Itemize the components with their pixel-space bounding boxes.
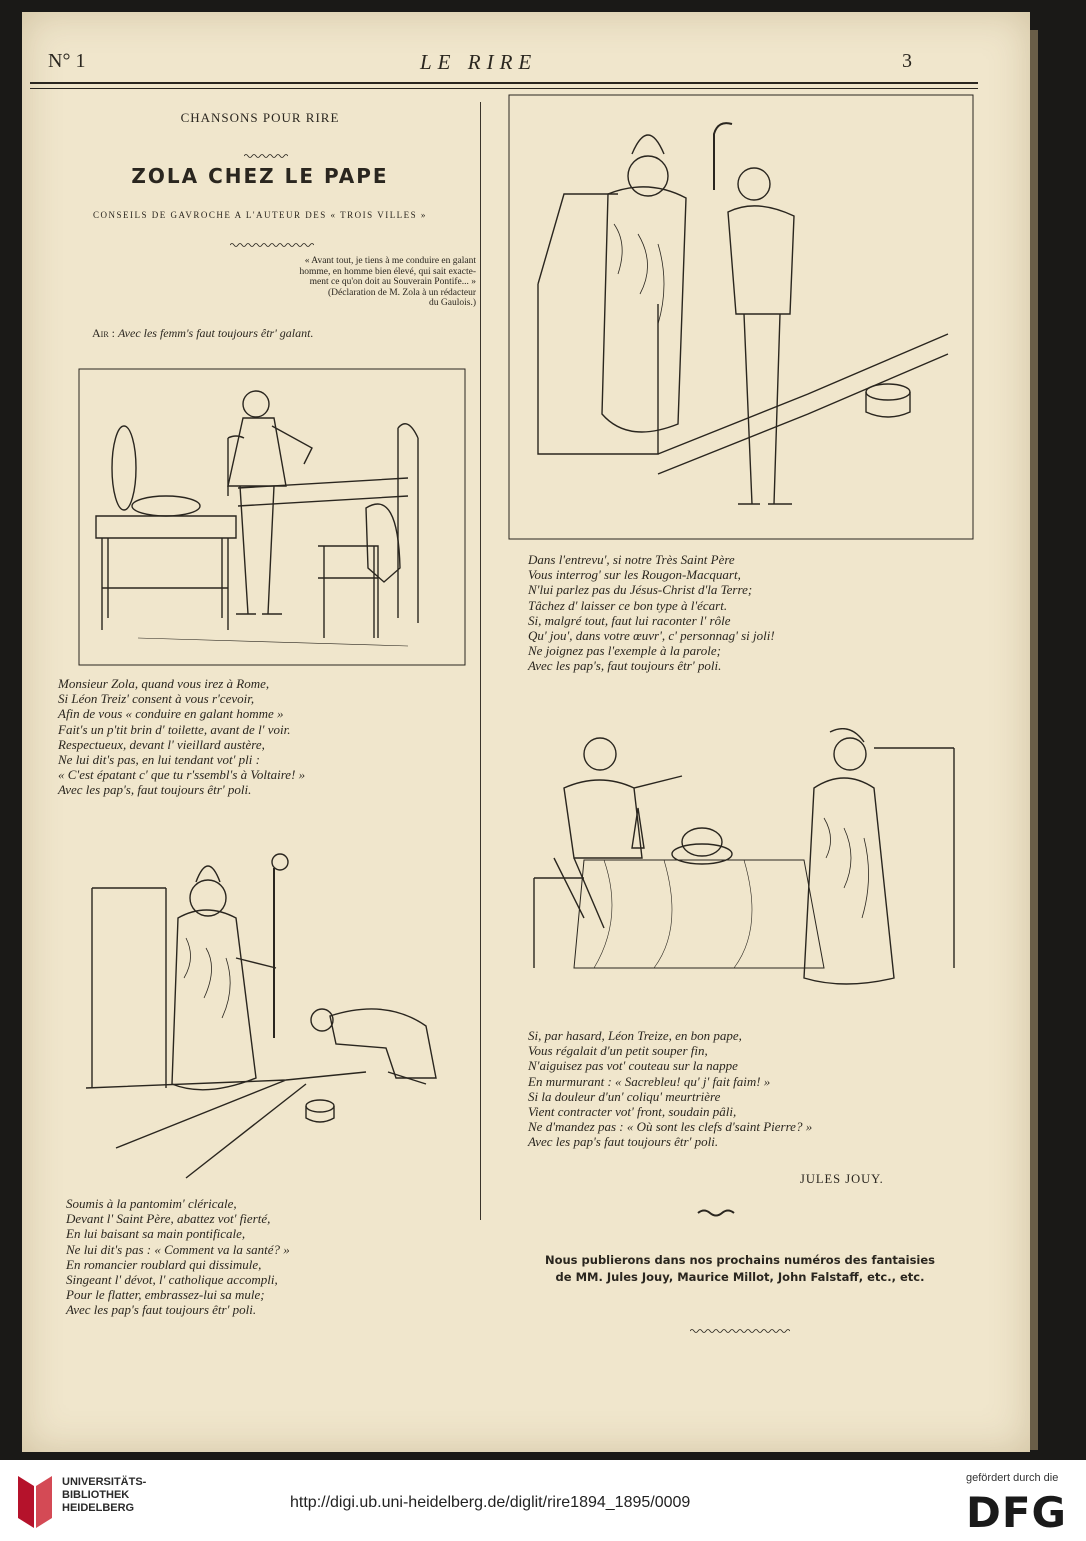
column-divider <box>480 102 481 1220</box>
dfg-logo: DFG <box>966 1488 1068 1537</box>
illustration-supper <box>514 728 974 996</box>
author-signature: JULES JOUY. <box>800 1172 884 1186</box>
epigraph: « Avant tout, je tiens à me conduire en galant homme, en homme bien élevé, qui sait exacte- ment ce qu'on doit au Souverain Pontife... » (Déclaration de M. Zola à un rédacteur du Gaulois.) <box>299 256 476 308</box>
end-ornament <box>696 1208 736 1218</box>
university-library-name: UNIVERSITÄTS- BIBLIOTHEK HEIDELBERG <box>62 1476 147 1514</box>
journal-title: LE RIRE <box>420 50 538 74</box>
wave-ornament <box>230 242 314 248</box>
source-url-link[interactable]: http://digi.ub.uni-heidelberg.de/diglit/rire1894_1895/0009 <box>290 1494 691 1511</box>
song-category: CHANSONS POUR RIRE <box>180 110 340 125</box>
funding-note: gefördert durch die <box>966 1472 1059 1484</box>
air-line <box>92 326 313 341</box>
song-title: ZOLA CHEZ LE PAPE <box>131 164 389 188</box>
illustration-dressing <box>78 368 466 666</box>
issue-number: N° 1 <box>48 50 86 72</box>
air-label: Air : <box>92 326 115 340</box>
stanza-2: Soumis à la pantomim' cléricale, Devant l' Saint Père, abattez vot' fierté, En lui baisant sa main pontificale, Ne lui dit's pas : « Comment va la santé? » En romancier roublard qui dissimule, Singeant l' dévot, l' catholique accompli, Pour le flatter, embrassez-lui sa mule; Avec les pap's faut toujours êtr' poli. <box>66 1196 290 1318</box>
header-rule <box>30 82 978 84</box>
song-subtitle: CONSEILS DE GAVROCHE A L'AUTEUR DES « TROIS VILLES » <box>93 210 427 220</box>
notice-text: Nous publierons dans nos prochains numéros des fantaisies de MM. Jules Jouy, Maurice Millot, John Falstaff, etc., etc. <box>544 1253 936 1284</box>
page-number: 3 <box>902 50 912 72</box>
stanza-4: Si, par hasard, Léon Treize, en bon pape, Vous régalait d'un petit souper fin, N'aiguisez pas vot' couteau sur la nappe En murmurant : « Sacrebleu! qu' j' fait faim! » Si la douleur d'un' coliqu' meurtrière Vient contracter vot' front, soudain pâli, Ne d'mandez pas : « Où sont les clefs d'saint Pierre? » Avec les pap's faut toujours êtr' poli. <box>528 1028 813 1150</box>
illustration-kneeling <box>86 848 474 1188</box>
book-edge <box>1030 30 1038 1450</box>
stanza-3: Dans l'entrevu', si notre Très Saint Père Vous interrog' sur les Rougon-Macquart, N'lui parlez pas du Jésus-Christ d'la Terre; Tâchez d' laisser ce bon type à l'écart. Si, malgré tout, faut lui raconter l' rôle Qu' jou', dans votre œuvr', c' personnag' si joli! Ne joignez pas l'exemple à la parole; Avec les pap's, faut toujours êtr' poli. <box>528 552 775 674</box>
illustration-crozier <box>508 94 974 540</box>
university-library-logo-icon <box>14 1474 54 1530</box>
header-rule-thin <box>30 88 978 89</box>
air-text: Avec les femm's faut toujours êtr' galant. <box>118 326 314 340</box>
wave-ornament <box>244 153 288 159</box>
wave-ornament <box>690 1328 790 1334</box>
stanza-1: Monsieur Zola, quand vous irez à Rome, Si Léon Treiz' consent à vous r'cevoir, Afin de vous « conduire en galant homme » Fait's un p'tit brin d' toilette, avant de l' voir. Respectueux, devant l' vieillard austère, Ne lui dit's pas, en lui tendant vot' pli : « C'est épatant c' que tu r'ssembl's à Voltaire! » Avec les pap's, faut toujours êtr' poli. <box>58 676 306 798</box>
publication-notice <box>500 1252 980 1286</box>
